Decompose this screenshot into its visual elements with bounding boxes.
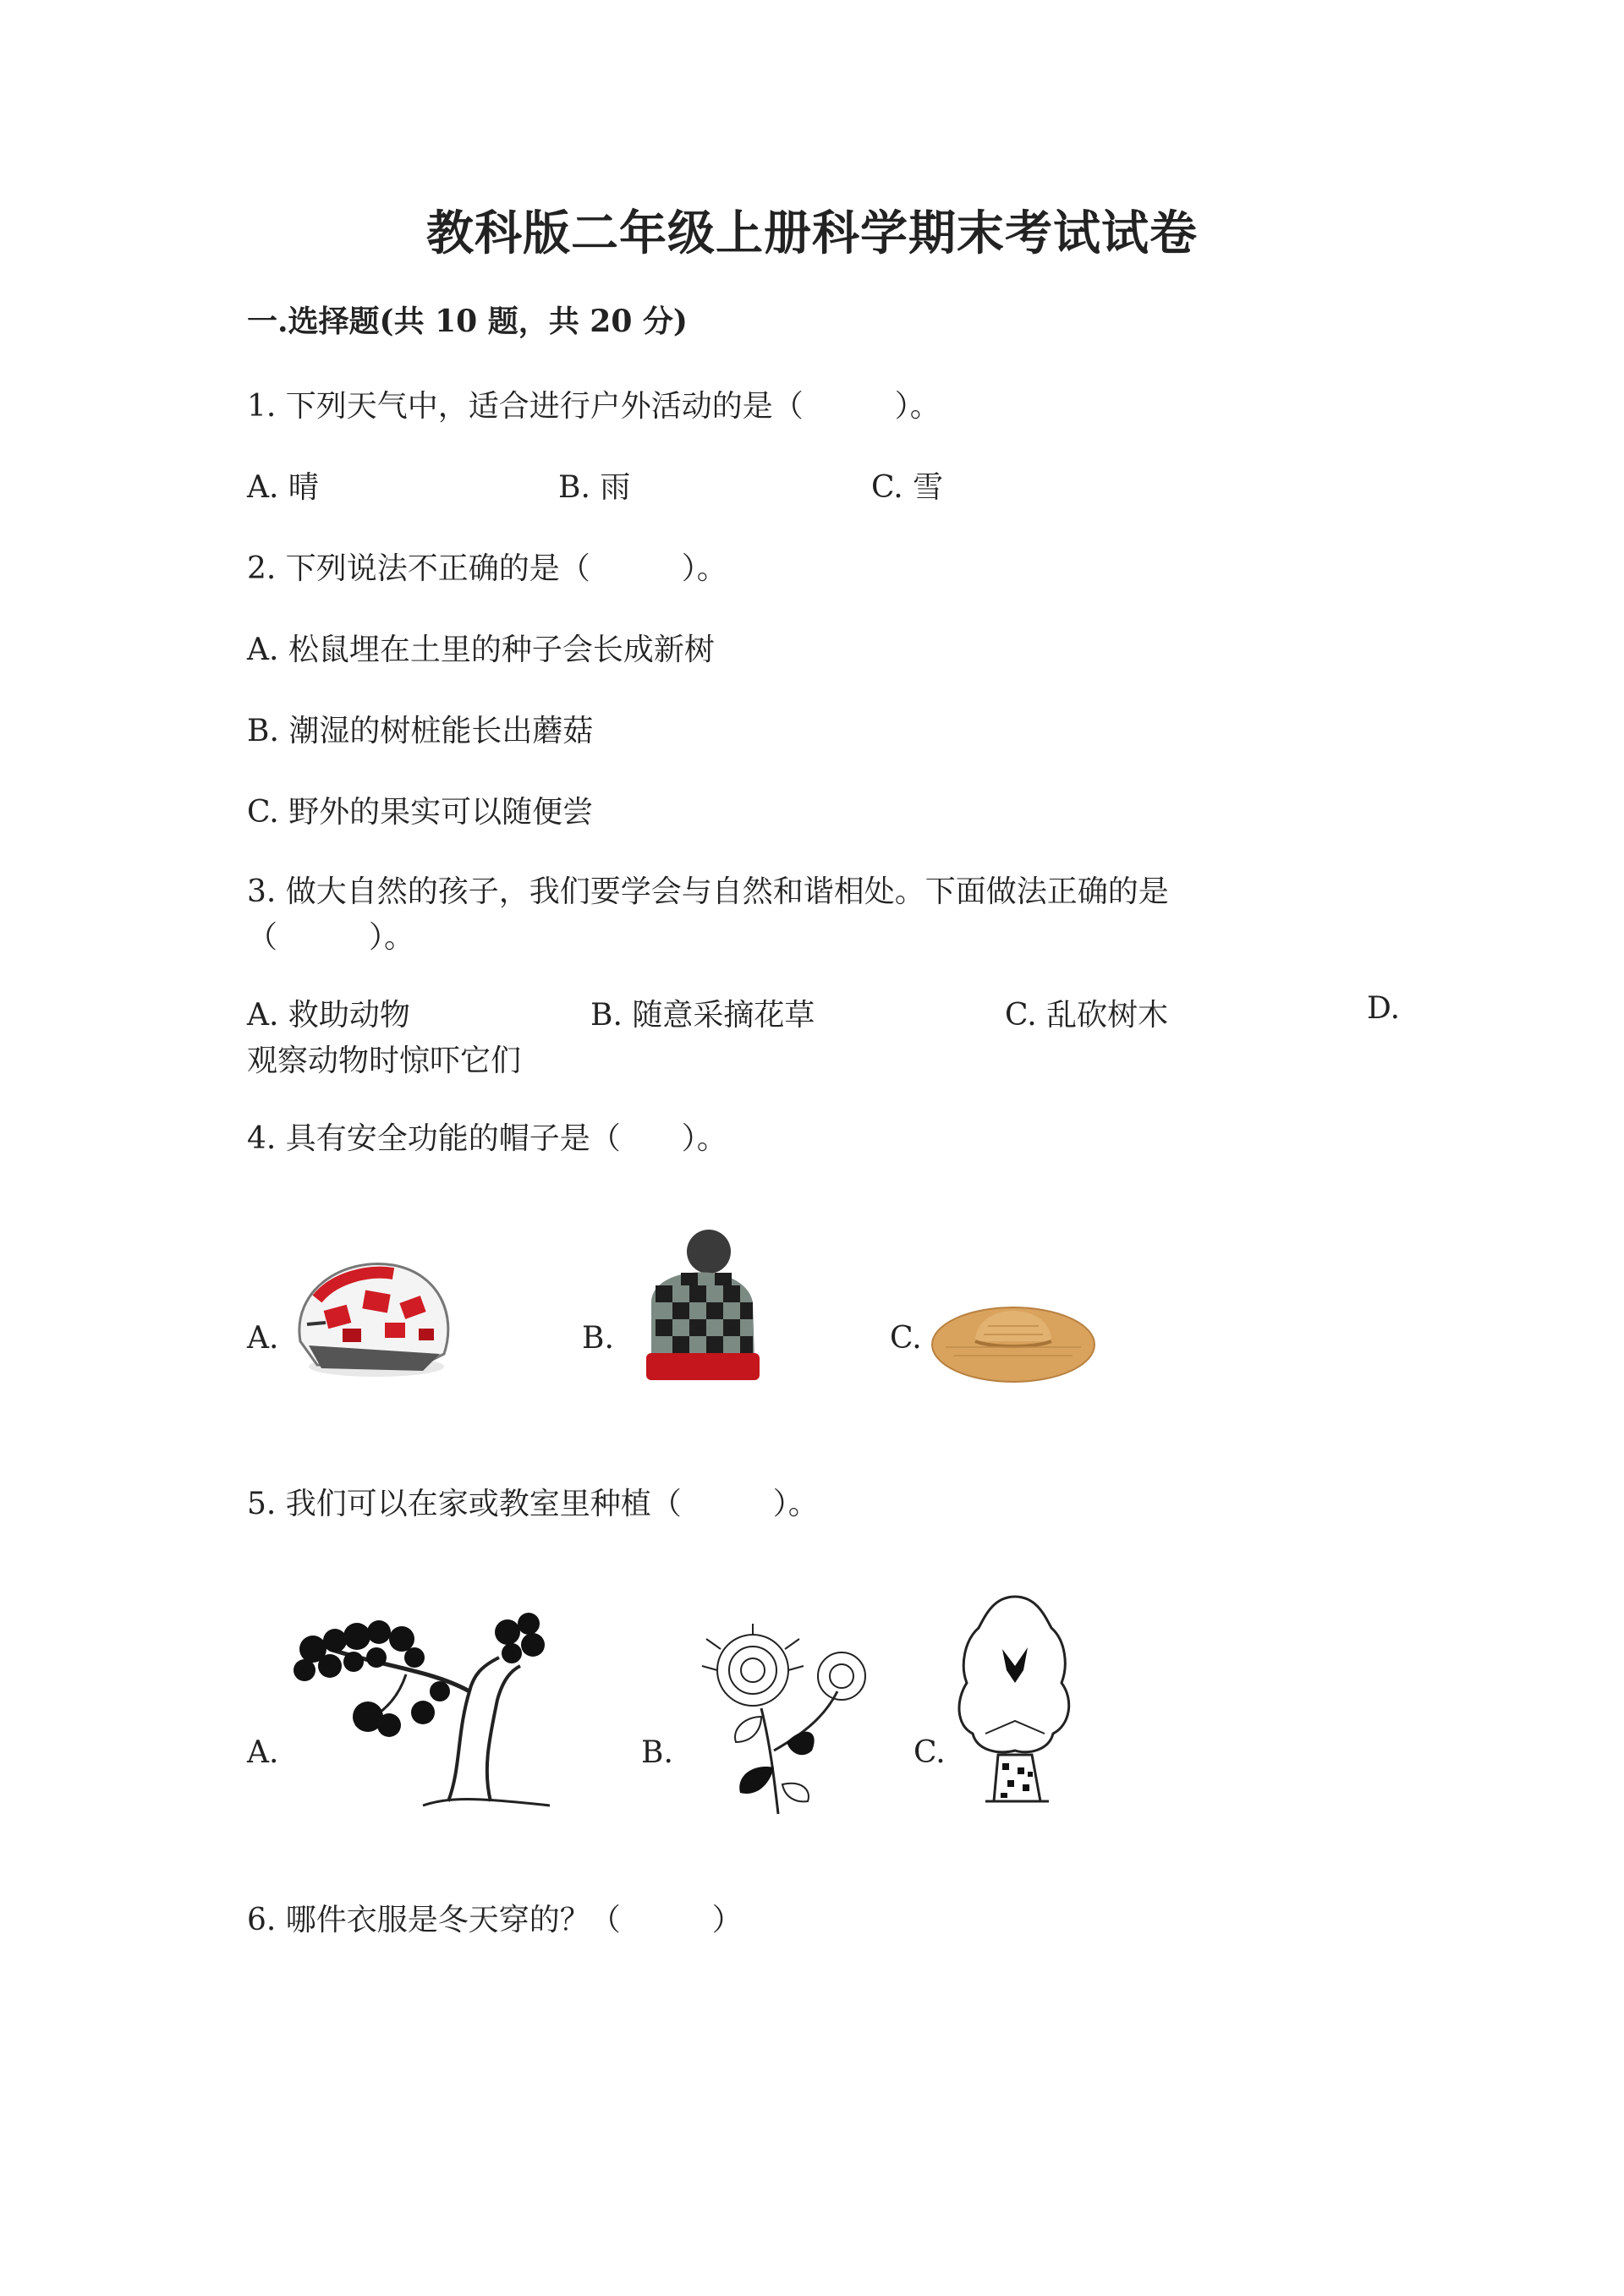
question-1-option-c[interactable]: C. 雪 <box>871 470 944 505</box>
pine-tree-icon[interactable] <box>279 1598 558 1810</box>
question-3-option-d-label[interactable]: D. <box>1367 991 1401 1026</box>
question-5-option-b-label[interactable]: B. <box>641 1735 673 1770</box>
question-3-option-b[interactable]: B. 随意采摘花草 <box>590 998 815 1033</box>
question-1-option-b[interactable]: B. 雨 <box>558 470 631 505</box>
straw-hat-icon[interactable] <box>929 1275 1098 1394</box>
question-2-stem: 2. 下列说法不正确的是（ ）。 <box>247 551 727 586</box>
page-title: 教科版二年级上册科学期末考试试卷 <box>426 205 1198 261</box>
question-1-stem: 1. 下列天气中，适合进行户外活动的是（ ）。 <box>247 389 941 424</box>
question-5-option-c-label[interactable]: C. <box>914 1735 946 1770</box>
question-2-option-b[interactable]: B. 潮湿的树桩能长出蘑菇 <box>247 714 594 748</box>
question-4-option-a-label[interactable]: A. <box>247 1321 279 1356</box>
question-3-option-d-text: 观察动物时惊吓它们 <box>247 1044 522 1078</box>
question-2-option-a[interactable]: A. 松鼠埋在土里的种子会长成新树 <box>247 633 715 667</box>
question-4-stem: 4. 具有安全功能的帽子是（ ）。 <box>247 1121 727 1156</box>
question-5-option-a-label[interactable]: A. <box>247 1735 279 1770</box>
question-3-option-c[interactable]: C. 乱砍树木 <box>1005 998 1169 1033</box>
question-5-stem: 5. 我们可以在家或教室里种植（ ）。 <box>247 1487 819 1521</box>
bike-helmet-icon[interactable] <box>283 1240 461 1392</box>
question-3-stem-line-2: （ ）。 <box>247 920 415 955</box>
section-heading: 一.选择题(共 10 题，共 20 分) <box>247 304 688 339</box>
question-1-option-a[interactable]: A. 晴 <box>247 470 319 505</box>
question-2-option-c[interactable]: C. 野外的果实可以随便尝 <box>247 795 594 830</box>
question-6-stem: 6. 哪件衣服是冬天穿的？（ ） <box>247 1903 743 1937</box>
question-4-option-b-label[interactable]: B. <box>582 1321 614 1356</box>
question-3-stem-line-1: 3. 做大自然的孩子，我们要学会与自然和谐相处。下面做法正确的是 <box>247 874 1169 909</box>
chrysanthemum-icon[interactable] <box>677 1624 880 1818</box>
question-3-option-a[interactable]: A. 救助动物 <box>247 998 410 1033</box>
tall-tree-icon[interactable] <box>952 1590 1078 1810</box>
knit-beanie-icon[interactable] <box>617 1226 778 1395</box>
question-4-option-c-label[interactable]: C. <box>890 1321 922 1356</box>
